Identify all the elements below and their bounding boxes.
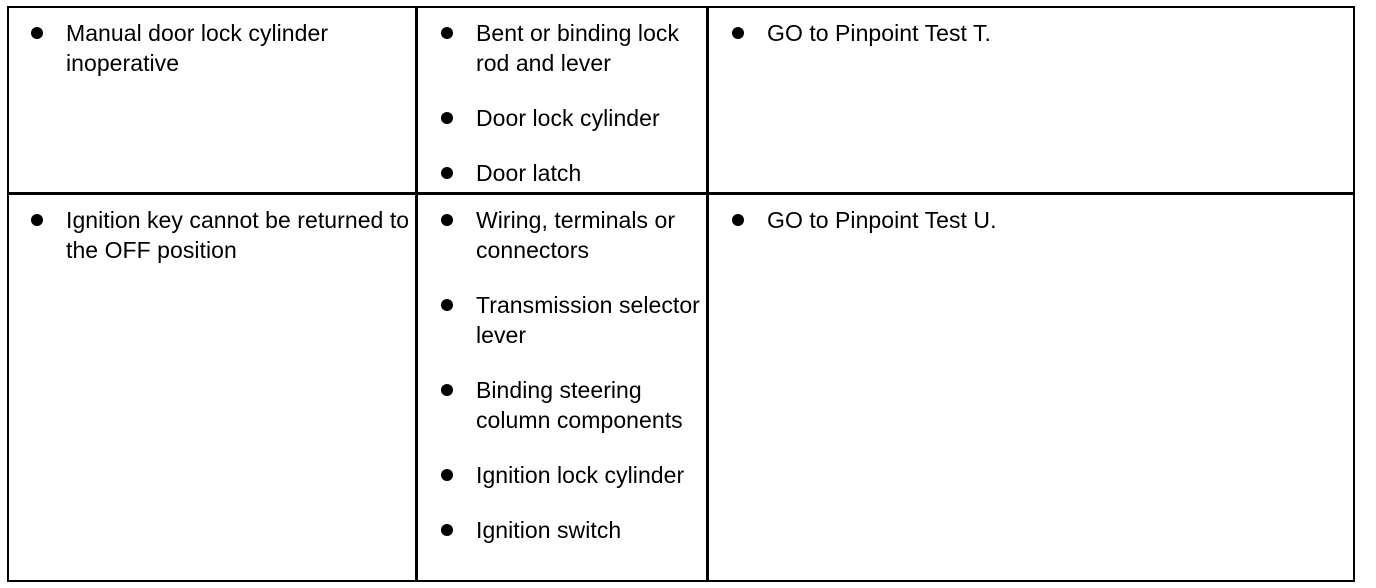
condition-text: Ignition key cannot be returned to the OFF position	[66, 207, 410, 263]
bullet-icon	[441, 384, 453, 396]
bullet-icon	[31, 27, 43, 39]
action-item	[730, 18, 1330, 48]
source-text: Door lock cylinder	[476, 105, 660, 131]
condition-item	[29, 205, 414, 265]
source-text: Wiring, terminals or connectors	[476, 207, 676, 263]
row-2-sources-cell	[439, 205, 705, 545]
action-item	[730, 205, 1330, 235]
source-text: Transmission selector lever	[476, 292, 700, 348]
source-text: Binding steering column components	[476, 377, 683, 433]
source-item	[439, 375, 705, 435]
diagnosis-table	[7, 6, 1355, 582]
bullet-icon	[441, 112, 453, 124]
source-item	[439, 515, 705, 545]
action-text: GO to Pinpoint Test U.	[767, 207, 997, 233]
source-item	[439, 205, 705, 265]
source-text: Door latch	[476, 160, 582, 186]
action-text: GO to Pinpoint Test T.	[767, 20, 991, 46]
bullet-icon	[441, 214, 453, 226]
source-item	[439, 18, 709, 78]
bullet-icon	[732, 27, 744, 39]
bullet-icon	[441, 469, 453, 481]
source-text: Ignition lock cylinder	[476, 462, 685, 488]
row-2-condition-cell	[29, 205, 414, 265]
bullet-icon	[441, 299, 453, 311]
row-1-sources-cell	[439, 18, 709, 188]
source-text: Bent or binding lock rod and lever	[476, 20, 680, 76]
row-1-action-cell	[730, 18, 1330, 48]
row-divider	[9, 192, 1353, 195]
source-item	[439, 158, 709, 188]
source-item	[439, 290, 705, 350]
condition-text: Manual door lock cylinder inoperative	[66, 20, 329, 76]
source-item	[439, 460, 705, 490]
source-text: Ignition switch	[476, 517, 622, 543]
condition-item	[29, 18, 409, 78]
bullet-icon	[441, 27, 453, 39]
row-2-action-cell	[730, 205, 1330, 235]
bullet-icon	[31, 214, 43, 226]
source-item	[439, 103, 709, 133]
row-1-condition-cell	[29, 18, 409, 78]
column-divider-1	[415, 8, 418, 580]
bullet-icon	[732, 214, 744, 226]
bullet-icon	[441, 167, 453, 179]
bullet-icon	[441, 524, 453, 536]
